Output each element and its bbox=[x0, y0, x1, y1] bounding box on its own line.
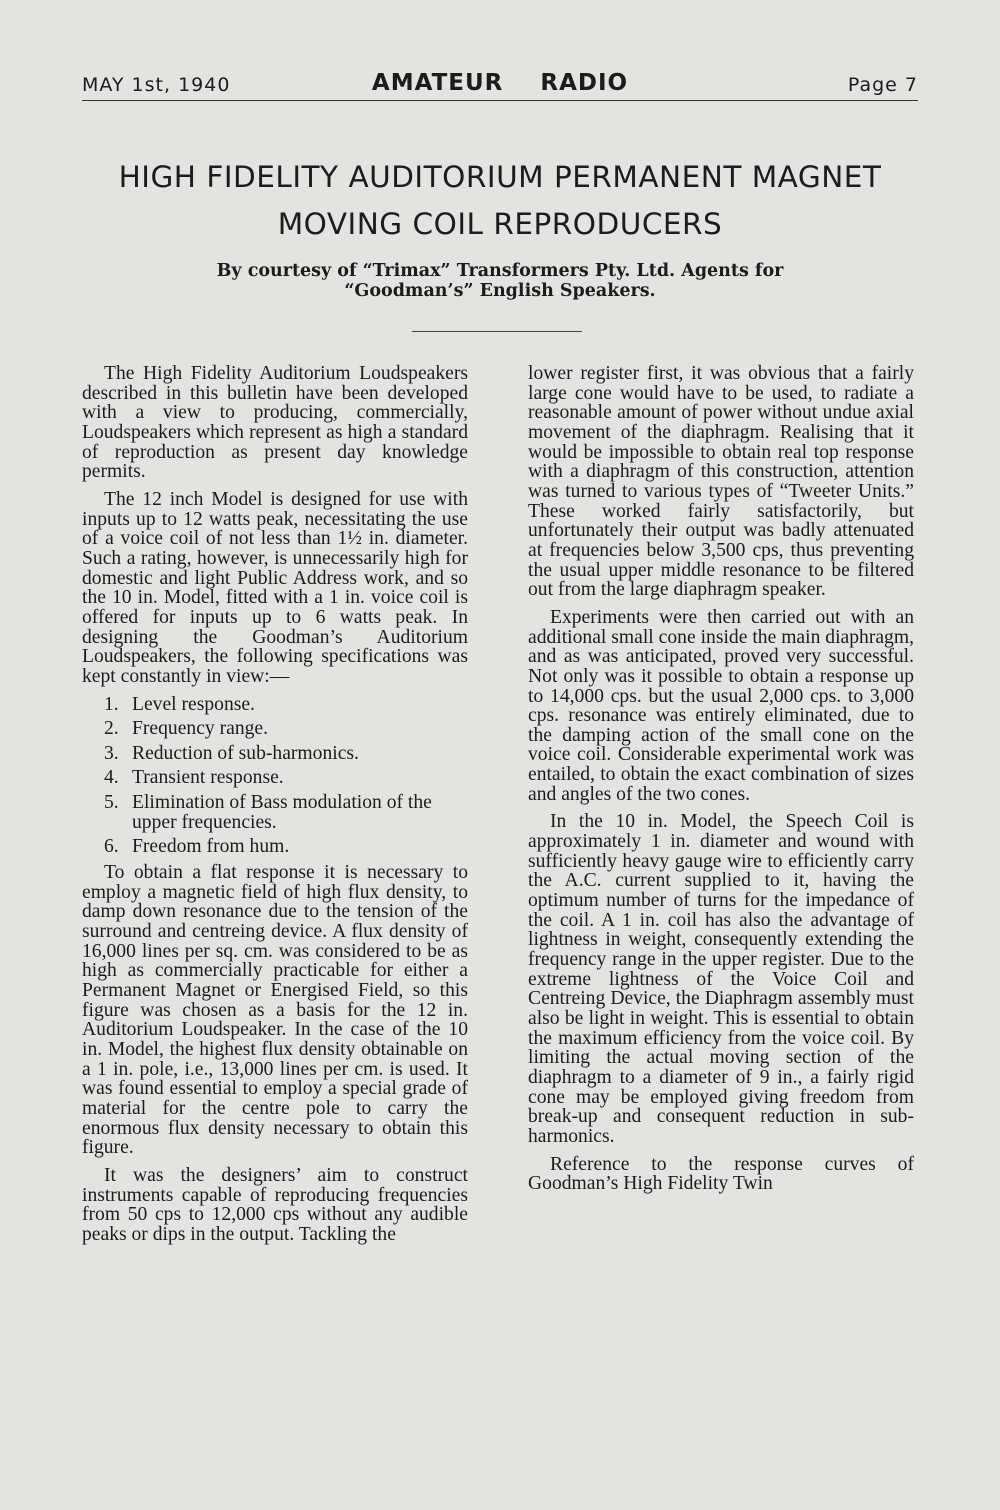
title-divider bbox=[412, 331, 582, 332]
list-number: 2. bbox=[104, 718, 119, 740]
article-byline bbox=[130, 261, 870, 301]
left-column bbox=[82, 364, 468, 1253]
list-text: Elimination of Bass modulation of the upper frequencies. bbox=[132, 792, 432, 833]
list-number: 5. bbox=[104, 792, 119, 814]
list-number: 3. bbox=[104, 742, 119, 764]
issue-date: MAY 1st, 1940 bbox=[82, 74, 231, 96]
paragraph: To obtain a flat response it is necessary to employ a magnetic field of high flux density, to damp down resonance due to the tension of the surround and centreing device. A flux density of 16,000 lines per sq. cm. was considered to be as high as commercially practicable for either a Permanent Magnet or Energised Field, so this figure was chosen as a basis for the 12 in. Auditorium Loudspeaker. In the case of the 10 in. Model, the highest flux density obtainable on a 1 in. pole, i.e., 13,000 lines per cm. is used. It was found essential to employ a special grade of material for the centre pole to carry the enormous flux density necessary to obtain this figure. bbox=[82, 862, 468, 1159]
list-text: Frequency range. bbox=[132, 718, 269, 740]
paragraph: It was the designers’ aim to construct instruments capable of reproducing frequencies from 50 cps to 12,000 cps without any audible peaks or dips in the output. Tackling the bbox=[82, 1164, 468, 1245]
byline-line-2: “Goodman’s” English Speakers. bbox=[344, 281, 656, 301]
page-number: Page 7 bbox=[847, 74, 918, 96]
list-number: 4. bbox=[104, 767, 119, 789]
right-column bbox=[528, 364, 914, 1202]
list-text: Freedom from hum. bbox=[132, 836, 290, 858]
paragraph: In the 10 in. Model, the Speech Coil is approximately 1 in. diameter and wound with sufficiently heavy gauge wire to efficiently carry the A.C. current supplied to it, having the optimum number of turns for the impedance of the coil. A 1 in. coil has also the advantage of lightness in weight, consequently extending the frequency range in the upper register. Due to the extreme lightness of the Voice Coil and Centreing Device, the Diaphragm assembly must also be light in weight. This is essential to obtain the maximum efficiency from the voice coil. By limiting the actual moving section of the diaphragm to a diameter of 9 in., a fairly rigid cone may be employed giving freedom from break-up and consequent reduction in sub-harmonics. bbox=[528, 811, 914, 1147]
specifications-list bbox=[82, 695, 468, 858]
list-item bbox=[82, 719, 468, 739]
list-text: Reduction of sub-harmonics. bbox=[132, 742, 359, 764]
list-item bbox=[82, 695, 468, 715]
paragraph: The 12 inch Model is designed for use with inputs up to 12 watts peak, necessitating the use of a voice coil of not less than 1½ in. diameter. Such a rating, however, is unnecessarily high for domestic and light Public Address work, and so the 10 in. Model, fitted with a 1 in. voice coil is offered for inputs up to 6 watts peak. In designing the Goodman’s Auditorium Loudspeakers, the following specifications was kept constantly in view:— bbox=[82, 488, 468, 687]
article-title-line-1: HIGH FIDELITY AUDITORIUM PERMANENT MAGNET bbox=[118, 160, 882, 194]
list-item bbox=[82, 744, 468, 764]
list-item bbox=[82, 793, 468, 832]
list-number: 1. bbox=[104, 693, 119, 715]
paragraph: The High Fidelity Auditorium Loudspeakers described in this bulletin have been developed with a view to producing, commercially, Loudspeakers which represent as high a standard of reproduction as present day knowledge permits. bbox=[82, 363, 468, 483]
paragraph-continuation: lower register first, it was obvious that a fairly large cone would have to be used, to radiate a reasonable amount of power without undue axial movement of the diaphragm. Realising that it would be impossible to obtain real top response with a diaphragm of this construction, attention was turned to various types of “Tweeter Units.” These worked fairly satisfactorily, but unfortunately their output was badly attenuated at frequencies below 3,500 cps, thus preventing the usual upper middle resonance to be filtered out from the large diaphragm speaker. bbox=[528, 363, 914, 601]
header-rule bbox=[82, 100, 918, 101]
list-text: Transient response. bbox=[132, 767, 284, 789]
list-number: 6. bbox=[104, 836, 119, 858]
list-item bbox=[82, 768, 468, 788]
running-head bbox=[82, 70, 918, 100]
article-title-line-2: MOVING COIL REPRODUCERS bbox=[277, 207, 723, 241]
list-item bbox=[82, 837, 468, 857]
byline-line-1: By courtesy of “Trimax” Transformers Pty. Ltd. Agents for bbox=[216, 261, 784, 281]
paragraph: Experiments were then carried out with an additional small cone inside the main diaphragm, and as was anticipated, proved very successful. Not only was it possible to obtain a response up to 14,000 cps. but the usual 2,000 cps. to 3,000 cps. resonance was entirely eliminated, due to the damping action of the small cone on the voice coil. Considerable experimental work was entailed, to obtain the exact combination of sizes and angles of the two cones. bbox=[528, 606, 914, 805]
publication-name: AMATEUR RADIO bbox=[371, 70, 629, 96]
paragraph: Reference to the response curves of Goodman’s High Fidelity Twin bbox=[528, 1153, 914, 1195]
list-text: Level response. bbox=[132, 693, 255, 715]
